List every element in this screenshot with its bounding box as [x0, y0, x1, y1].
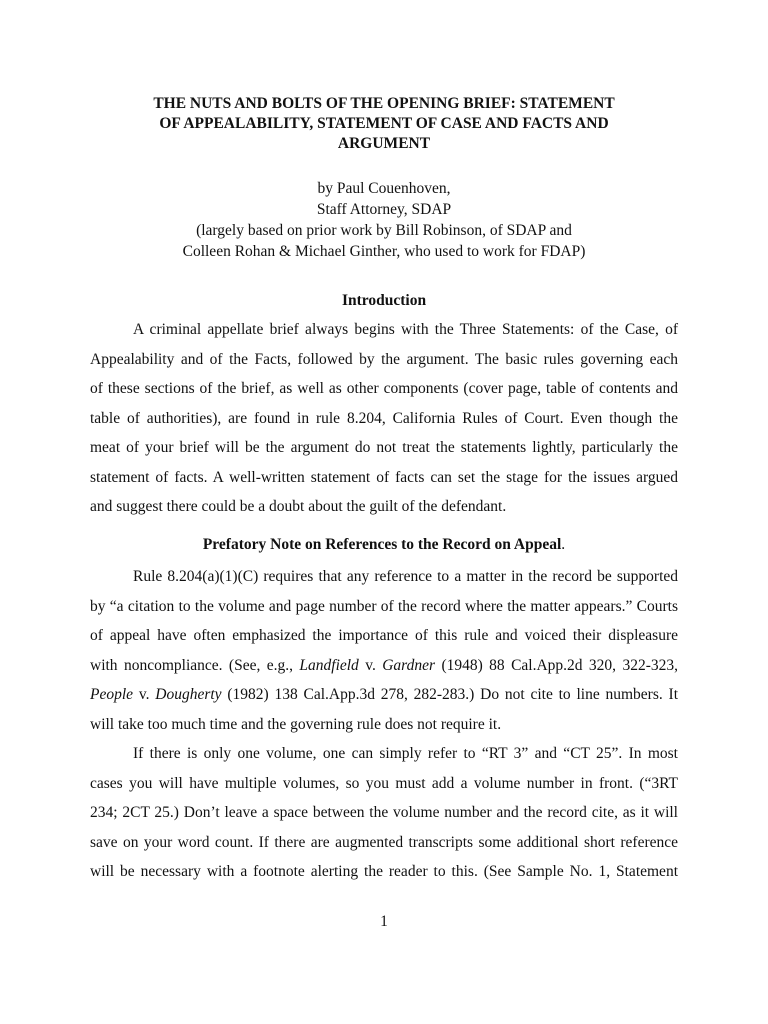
volume-reference-paragraph — [90, 739, 678, 887]
text-run: v. — [133, 686, 156, 703]
case-name-plaintiff: Landfield — [299, 656, 359, 674]
byline-line: by Paul Couenhoven, — [317, 180, 451, 197]
text-run: (1948) 88 Cal.App.2d 320, 322-323, — [435, 656, 678, 674]
byline-line: Staff Attorney, SDAP — [316, 201, 452, 218]
case-name-defendant: Dougherty — [155, 686, 222, 703]
paragraph-line: Appealability and of the Facts, followed by the argument. The basic rules governing each — [90, 350, 678, 368]
paragraph-line: Rule 8.204(a)(1)(C) requires that any reference to a matter in the record be supported — [133, 568, 678, 585]
title-line: ARGUMENT — [337, 135, 431, 152]
author-byline — [90, 178, 678, 262]
paragraph-line: meat of your brief will be the argument do not treat the statements lightly, particularly the — [90, 439, 678, 456]
paragraph-line: and suggest there could be a doubt about the guilt of the defendant. — [90, 498, 507, 515]
paragraph-line: If there is only one volume, one can simply refer to “RT 3” and “CT 25”. In most — [133, 745, 678, 762]
paragraph-line: cases you will have multiple volumes, so you must add a volume number in front. (“3RT — [90, 774, 678, 792]
paragraph-line: table of authorities), are found in rule 8.204, California Rules of Court. Even though the — [90, 409, 678, 427]
paragraph-line — [90, 651, 678, 681]
paragraph-line — [90, 680, 678, 710]
paragraph-line: of appeal have often emphasized the importance of this rule and voiced their displeasure — [90, 627, 678, 644]
text-run: v. — [358, 656, 383, 674]
prefatory-heading-period: . — [561, 536, 566, 553]
record-citation-paragraph — [90, 562, 678, 739]
introduction-paragraph — [90, 315, 678, 522]
text-run: (1982) 138 Cal.App.3d 278, 282-283.) Do not cite to line numbers. It — [221, 686, 678, 703]
paragraph-line: save on your word count. If there are augmented transcripts some additional short reference — [90, 833, 678, 851]
paragraph-line: 234; 2CT 25.) Don’t leave a space between the volume number and the record cite, as it will — [90, 804, 678, 821]
title-line: OF APPEALABILITY, STATEMENT OF CASE AND FACTS AND — [159, 115, 609, 132]
introduction-heading: Introduction — [341, 292, 427, 309]
title-line: THE NUTS AND BOLTS OF THE OPENING BRIEF: STATEMENT — [153, 95, 615, 112]
paragraph-line: statement of facts. A well-written statement of facts can set the stage for the issues argued — [90, 468, 678, 486]
prefatory-note-heading — [90, 536, 678, 554]
case-name-plaintiff: People — [90, 686, 134, 703]
paragraph-line: by “a citation to the volume and page number of the record where the matter appears.” Courts — [90, 597, 678, 615]
paragraph-line: will take too much time and the governing rule does not require it. — [90, 715, 502, 733]
document-title — [90, 94, 678, 154]
paragraph-line: will be necessary with a footnote alerting the reader to this. (See Sample No. 1, Statement — [90, 863, 678, 880]
byline-line: (largely based on prior work by Bill Robinson, of SDAP and — [196, 222, 572, 239]
byline-line: Colleen Rohan & Michael Ginther, who used to work for FDAP) — [182, 243, 586, 260]
prefatory-heading-text: Prefatory Note on References to the Record on Appeal — [202, 536, 562, 553]
text-run: with noncompliance. (See, e.g., — [90, 656, 300, 674]
page-number: 1 — [380, 913, 388, 930]
paragraph-line: of these sections of the brief, as well as other components (cover page, table of contents and — [90, 380, 678, 397]
paragraph-line: A criminal appellate brief always begins with the Three Statements: of the Case, of — [133, 321, 678, 338]
case-name-defendant: Gardner — [382, 656, 436, 674]
